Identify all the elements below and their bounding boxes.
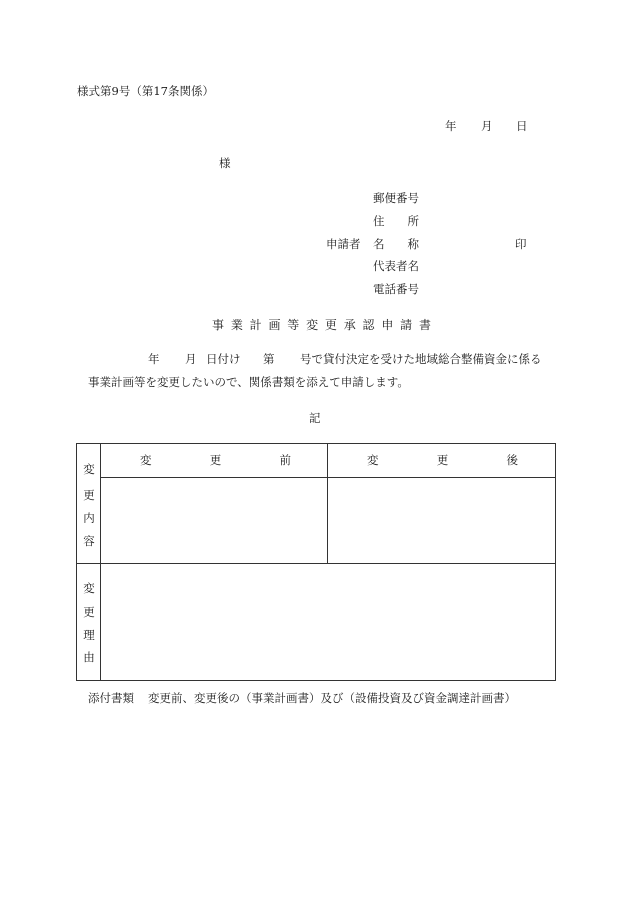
title-char: 申 — [381, 318, 401, 332]
document-title — [212, 319, 438, 331]
after-header-char: 変 — [367, 453, 379, 467]
title-char: 書 — [418, 318, 438, 332]
address-label: 住 所 — [373, 214, 419, 228]
title-char: 業 — [230, 318, 250, 332]
body-month: 月 — [185, 352, 197, 366]
change-table — [76, 443, 556, 681]
title-char: 事 — [212, 318, 231, 332]
body-year: 年 — [148, 352, 160, 366]
representative-label: 代表者名 — [373, 259, 419, 273]
body-dated: 日付け — [206, 352, 241, 366]
before-header-char: 更 — [209, 453, 222, 467]
table-column-divider — [327, 444, 328, 563]
reason-label-char: 更 — [83, 605, 95, 619]
reason-label-char: 変 — [83, 581, 95, 595]
reason-label-char: 由 — [83, 650, 95, 664]
after-header — [367, 455, 518, 467]
body-number-prefix: 第 — [263, 352, 275, 366]
content-label-char: 容 — [83, 534, 95, 548]
title-char: 更 — [324, 318, 344, 332]
phone-label: 電話番号 — [373, 282, 419, 296]
after-header-char: 後 — [506, 453, 518, 467]
title-char: 認 — [362, 318, 382, 332]
seal-mark: 印 — [515, 237, 527, 251]
reason-label-char: 理 — [83, 628, 95, 642]
date-year-label: 年 — [445, 119, 457, 133]
name-label: 名 称 — [373, 237, 419, 251]
body-line2: 事業計画等を変更したいので、関係書類を添えて申請します。 — [88, 375, 409, 389]
date-day-label: 日 — [516, 119, 528, 133]
date-month-label: 月 — [481, 119, 493, 133]
title-char: 等 — [287, 318, 307, 332]
title-char: 承 — [343, 318, 363, 332]
before-header-char: 変 — [140, 453, 152, 467]
attachments-label: 添付書類 — [88, 691, 134, 705]
ki-label: 記 — [309, 411, 321, 425]
title-char: 計 — [249, 318, 269, 332]
title-char: 変 — [306, 318, 325, 332]
body-line1-rest: 号で貸付決定を受けた地域総合整備資金に係る — [300, 352, 542, 366]
attachments-text: 変更前、変更後の（事業計画書）及び（設備投資及び資金調達計画書） — [148, 691, 516, 705]
applicant-role-label: 申請者 — [326, 237, 361, 251]
content-label-char: 内 — [83, 511, 95, 525]
after-header-char: 更 — [436, 453, 449, 467]
title-char: 画 — [268, 318, 288, 332]
content-label-char: 変 — [83, 462, 95, 476]
postal-code-label: 郵便番号 — [373, 191, 419, 205]
before-header-char: 前 — [279, 453, 291, 467]
content-label-char: 更 — [83, 488, 95, 502]
title-char: 請 — [400, 318, 419, 332]
before-header — [140, 455, 291, 467]
table-label-divider — [100, 444, 101, 680]
form-number: 様式第9号（第17条関係） — [77, 84, 214, 98]
table-section-divider — [77, 563, 555, 564]
addressee-suffix: 様 — [219, 156, 231, 170]
